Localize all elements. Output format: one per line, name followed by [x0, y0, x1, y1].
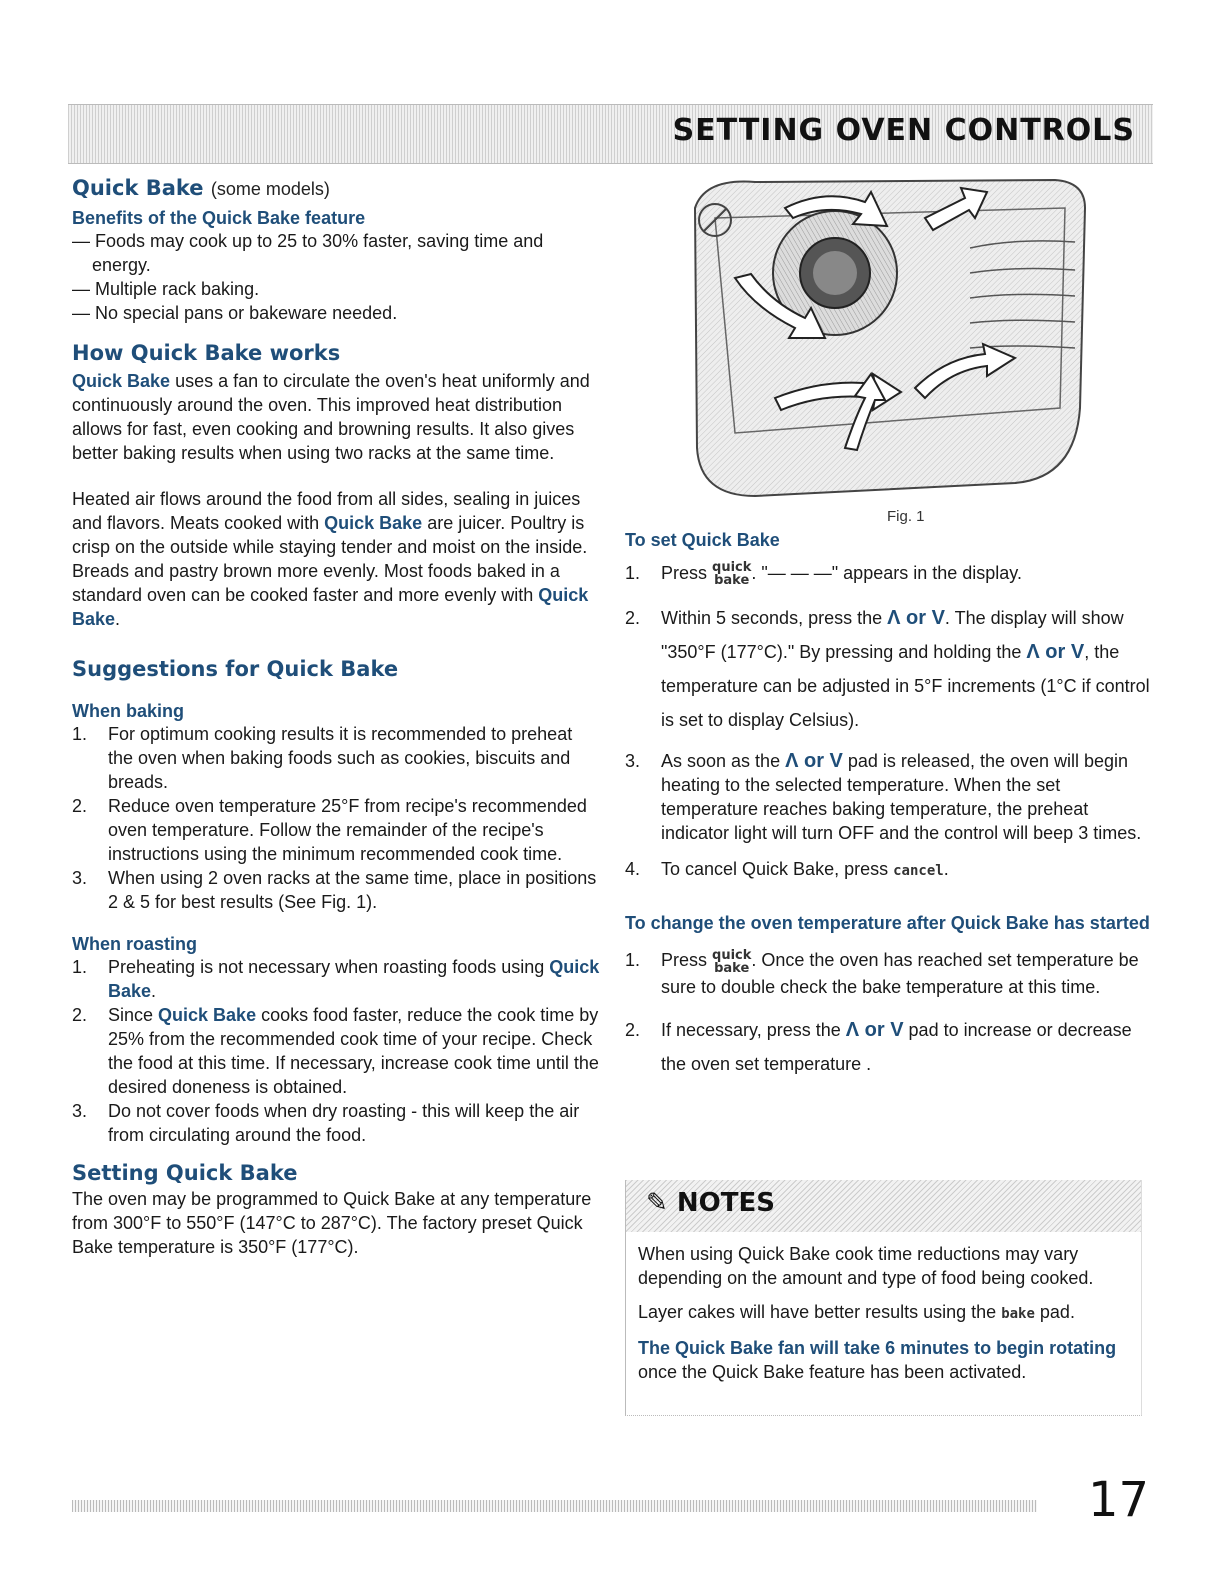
quick-bake-heading — [72, 176, 602, 200]
list-item: 1. Preheating is not necessary when roasting foods using Quick Bake. — [72, 957, 600, 1001]
bold-term: Quick Bake — [72, 371, 171, 391]
note-pin-icon: ✎ — [646, 1188, 677, 1218]
how-heading: How Quick Bake works — [72, 341, 341, 365]
figure-caption: Fig. 1 — [887, 508, 925, 525]
note-3 — [638, 1336, 1129, 1384]
text-run: pad. — [1034, 1302, 1075, 1322]
setting-paragraph: The oven may be programmed to Quick Bake at any temperature from 300°F to 550°F (147°C to 287°C). The factory preset Quick Bake temperature is 350°F (177°C). — [72, 1189, 592, 1257]
to-set-steps — [625, 561, 1150, 883]
bold-term: Quick Bake — [108, 957, 600, 1001]
change-steps — [625, 948, 1150, 1080]
text-run: . Once the oven has reached set temperature be sure to double check the bake temperature at this time. — [661, 950, 1139, 997]
text-run: . "— — —" appears in the display. — [751, 563, 1022, 583]
note-2 — [638, 1300, 1129, 1326]
bold-term: Quick Bake — [158, 1005, 257, 1025]
text-run: cooks food faster, reduce the cook time by 25% from the recommended cook time of your recipe. Check the food at this time. If necessary, increase cook time until the desired doneness is obtained. — [108, 1005, 599, 1097]
quick-bake-key — [712, 561, 751, 587]
text-run: , the temperature can be adjusted in 5°F increments (1°C if control is set to display Celsius). — [661, 642, 1150, 731]
to-set-heading: To set Quick Bake — [625, 530, 780, 550]
text-run: are juicer. Poultry is crisp on the outside while staying tender and moist on the inside. Breads and pastry brown more evenly. Most foods baked in a standard oven can be cooked faster and more evenly with — [72, 513, 588, 605]
note-1: When using Quick Bake cook time reductions may vary depending on the amount and type of food being cooked. — [638, 1244, 1094, 1288]
up-down-arrow-keys: Λ or V — [785, 750, 843, 773]
key-label-bottom: bake — [714, 573, 750, 589]
left-column — [72, 176, 602, 1259]
benefit-item: — No special pans or bakeware needed. — [72, 303, 398, 323]
text-run: Layer cakes will have better results using the — [638, 1302, 1002, 1322]
list-item: 3. As soon as the Λ or V pad is released, the oven will begin heating to the selected temperature. When the set temperature reaches baking temperature, the preheat indicator light will turn OFF and the control will beep 3 times. — [625, 750, 1142, 844]
benefits-heading: Benefits of the Quick Bake feature — [72, 208, 366, 228]
quick-bake-title: Quick Bake — [72, 176, 204, 200]
text-run: Press — [661, 950, 713, 971]
list-item-text: Do not cover foods when dry roasting - this will keep the air from circulating around the food. — [108, 1101, 580, 1145]
text-run: To cancel Quick Bake, press — [661, 859, 894, 880]
bold-term: The Quick Bake fan will take 6 minutes to begin rotating — [638, 1338, 1117, 1358]
list-item: 4. To cancel Quick Bake, press cancel. — [625, 859, 949, 880]
text-run: As soon as the — [661, 751, 786, 772]
list-item: 1. Press quick bake . "— — —" appears in the display. — [625, 560, 1022, 589]
oven-cavity — [695, 180, 1085, 496]
baking-list — [72, 722, 602, 914]
text-run: Since — [108, 1005, 159, 1025]
how-paragraph-1 — [72, 369, 602, 465]
key-label-top: quick — [712, 560, 752, 576]
list-item-text: When using 2 oven racks at the same time, place in positions 2 & 5 for best results (See Fig. 1). — [108, 868, 597, 912]
benefit-item: — Foods may cook up to 25 to 30% faster, saving time and energy. — [72, 231, 544, 275]
text-run: pad to increase or decrease the oven set temperature . — [661, 1019, 1132, 1074]
cancel-key: cancel — [893, 863, 944, 880]
bold-term: Quick Bake — [72, 585, 589, 629]
bake-key: bake — [1001, 1306, 1035, 1322]
list-item: 3. Do not cover foods when dry roasting - this will keep the air from circulating around the food. — [72, 1101, 580, 1145]
list-item: 2. Since Quick Bake cooks food faster, reduce the cook time by 25% from the recommended cook time of your recipe. Check the food at this time. If necessary, increase cook time until the desired doneness is obtained. — [72, 1005, 599, 1097]
right-column — [625, 178, 1150, 1081]
setting-heading: Setting Quick Bake — [72, 1161, 298, 1185]
text-run: . — [943, 859, 949, 880]
when-baking-heading: When baking — [72, 701, 184, 721]
notes-title — [646, 1188, 775, 1218]
when-roasting-heading: When roasting — [72, 934, 197, 954]
figure-area — [625, 178, 1150, 538]
key-label-top: quick — [712, 947, 752, 963]
up-down-arrow-keys: Λ or V — [845, 1018, 904, 1041]
text-run: . The display will show "350°F (177°C)." By pressing and holding the — [661, 608, 1124, 663]
footer-bar — [72, 1500, 1037, 1512]
suggestions-heading: Suggestions for Quick Bake — [72, 657, 399, 681]
list-item: 1. For optimum cooking results it is recommended to preheat the oven when baking foods such as cookies, biscuits and breads. — [72, 724, 573, 792]
list-item-text: For optimum cooking results it is recommended to preheat the oven when baking foods such as cookies, biscuits and breads. — [108, 724, 573, 792]
bold-term: Quick Bake — [324, 513, 423, 533]
list-item: 3. When using 2 oven racks at the same time, place in positions 2 & 5 for best results (See Fig. 1). — [72, 868, 597, 912]
notes-header — [626, 1180, 1141, 1232]
list-item-text: Reduce oven temperature 25°F from recipe's recommended oven temperature. Follow the remainder of the recipe's instructions using the minimum recommended cook time. — [108, 796, 587, 864]
text-run: Within 5 seconds, press the — [661, 608, 888, 629]
change-heading: To change the oven temperature after Quick Bake has started — [625, 913, 1150, 934]
list-item: 2. If necessary, press the Λ or V pad to increase or decrease the oven set temperature . — [625, 1018, 1132, 1074]
section-banner — [68, 104, 1153, 164]
benefit-item: — Multiple rack baking. — [72, 279, 260, 299]
text-run: Preheating is not necessary when roasting foods using — [108, 957, 550, 977]
list-item: 2. Within 5 seconds, press the Λ or V. The display will show "350°F (177°C)." By pressing and holding the Λ or V, the temperature can be adjusted in 5°F increments (1°C if control is set to display Celsius). — [625, 607, 1150, 731]
notes-body — [626, 1232, 1141, 1404]
oven-fan-illustration — [675, 178, 1095, 498]
list-item: 1. Press quick bake . Once the oven has reached set temperature be sure to double check the bake temperature at this time. — [625, 947, 1139, 997]
text-run: once the Quick Bake feature has been activated. — [638, 1362, 1027, 1382]
text-run: Heated air flows around the food from all sides, sealing in juices and flavors. Meats cooked with — [72, 489, 581, 533]
up-down-arrow-keys: Λ or V — [887, 607, 945, 630]
text-run: If necessary, press the — [661, 1019, 846, 1040]
page-number: 17 — [1088, 1472, 1150, 1528]
text-run: Press — [661, 563, 713, 583]
text-run: . — [115, 609, 121, 629]
key-label-bottom: bake — [714, 960, 750, 976]
text-run: uses a fan to circulate the oven's heat uniformly and continuously around the oven. This improved heat distribution allows for fast, even cooking and browning results. It also gives better baking results when using two racks at the same time. — [72, 371, 590, 463]
benefits-list — [72, 229, 602, 325]
how-paragraph-2 — [72, 487, 602, 631]
notes-title-text: NOTES — [676, 1188, 775, 1218]
up-down-arrow-keys: Λ or V — [1026, 641, 1085, 664]
quick-bake-key — [712, 949, 751, 975]
text-run: . — [151, 981, 157, 1001]
list-item: 2. Reduce oven temperature 25°F from recipe's recommended oven temperature. Follow the remainder of the recipe's instructions using the minimum recommended cook time. — [72, 796, 587, 864]
quick-bake-subtitle: (some models) — [210, 179, 330, 199]
text-run: pad is released, the oven will begin heating to the selected temperature. When the set temperature reaches baking temperature, the preheat indicator light will turn OFF and the control will beep 3 times. — [661, 751, 1142, 844]
roasting-list — [72, 955, 602, 1147]
notes-box — [625, 1180, 1142, 1416]
page-title: SETTING OVEN CONTROLS — [672, 113, 1135, 148]
